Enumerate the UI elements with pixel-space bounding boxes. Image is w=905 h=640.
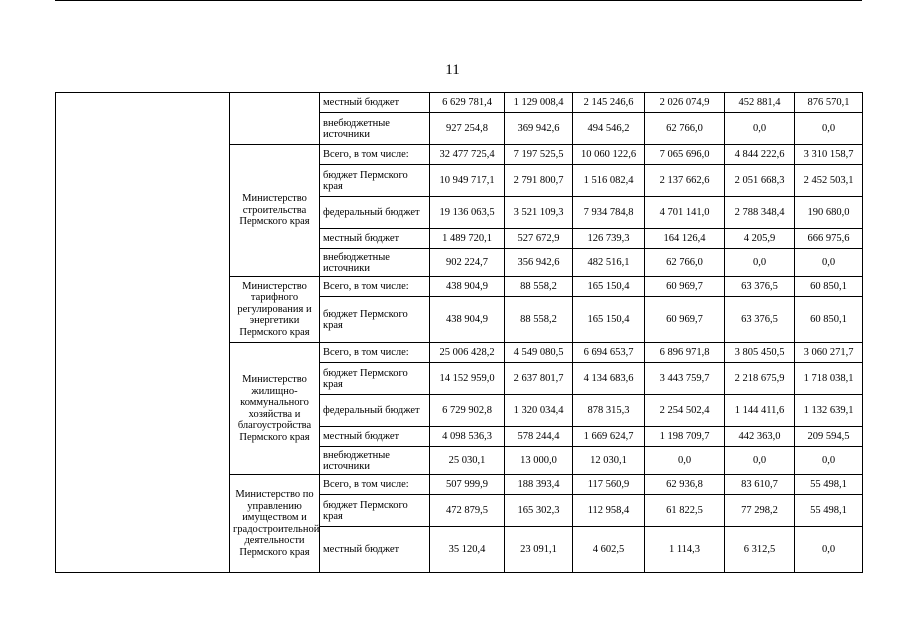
value-cell: 2 145 246,6: [573, 93, 645, 113]
funding-source-cell: местный бюджет: [320, 527, 430, 573]
value-cell: 4 602,5: [573, 527, 645, 573]
value-cell: 190 680,0: [795, 197, 863, 229]
value-cell: 14 152 959,0: [430, 363, 505, 395]
organization-cell: Министерство по управлению имуществом и градостроительной деятельности Пермского края: [230, 475, 320, 573]
value-cell: 1 114,3: [645, 527, 725, 573]
value-cell: 112 958,4: [573, 495, 645, 527]
value-cell: 77 298,2: [725, 495, 795, 527]
value-cell: 165 150,4: [573, 277, 645, 297]
value-cell: 60 969,7: [645, 297, 725, 343]
funding-source-cell: местный бюджет: [320, 93, 430, 113]
value-cell: 12 030,1: [573, 447, 645, 475]
value-cell: 7 934 784,8: [573, 197, 645, 229]
value-cell: 2 637 801,7: [505, 363, 573, 395]
value-cell: 7 197 525,5: [505, 145, 573, 165]
value-cell: 164 126,4: [645, 229, 725, 249]
value-cell: 494 546,2: [573, 113, 645, 145]
value-cell: 63 376,5: [725, 297, 795, 343]
funding-source-cell: Всего, в том числе:: [320, 145, 430, 165]
value-cell: 7 065 696,0: [645, 145, 725, 165]
value-cell: 209 594,5: [795, 427, 863, 447]
value-cell: 55 498,1: [795, 495, 863, 527]
value-cell: 23 091,1: [505, 527, 573, 573]
value-cell: 3 310 158,7: [795, 145, 863, 165]
value-cell: 32 477 725,4: [430, 145, 505, 165]
value-cell: 1 320 034,4: [505, 395, 573, 427]
value-cell: 62 766,0: [645, 249, 725, 277]
value-cell: 4 549 080,5: [505, 343, 573, 363]
organization-cell: Министерство тарифного регулирования и энергетики Пермского края: [230, 277, 320, 343]
value-cell: 62 766,0: [645, 113, 725, 145]
funding-source-cell: Всего, в том числе:: [320, 343, 430, 363]
funding-source-cell: внебюджетные источники: [320, 113, 430, 145]
value-cell: 878 315,3: [573, 395, 645, 427]
value-cell: 3 060 271,7: [795, 343, 863, 363]
value-cell: 2 137 662,6: [645, 165, 725, 197]
value-cell: 438 904,9: [430, 297, 505, 343]
value-cell: 6 312,5: [725, 527, 795, 573]
organization-cell: Министерство строительства Пермского края: [230, 145, 320, 277]
value-cell: 507 999,9: [430, 475, 505, 495]
value-cell: 4 205,9: [725, 229, 795, 249]
value-cell: 2 791 800,7: [505, 165, 573, 197]
value-cell: 1 144 411,6: [725, 395, 795, 427]
value-cell: 19 136 063,5: [430, 197, 505, 229]
value-cell: 0,0: [645, 447, 725, 475]
value-cell: 0,0: [725, 447, 795, 475]
funding-source-cell: бюджет Пермского края: [320, 297, 430, 343]
value-cell: 452 881,4: [725, 93, 795, 113]
value-cell: 527 672,9: [505, 229, 573, 249]
page-number: 11: [445, 62, 460, 78]
value-cell: 666 975,6: [795, 229, 863, 249]
value-cell: 4 844 222,6: [725, 145, 795, 165]
value-cell: 1 129 008,4: [505, 93, 573, 113]
funding-source-cell: федеральный бюджет: [320, 395, 430, 427]
organization-cell: Министерство жилищно-коммунального хозяйства и благоустройства Пермского края: [230, 343, 320, 475]
value-cell: 0,0: [795, 249, 863, 277]
value-cell: 4 134 683,6: [573, 363, 645, 395]
value-cell: 876 570,1: [795, 93, 863, 113]
value-cell: 6 694 653,7: [573, 343, 645, 363]
value-cell: 2 218 675,9: [725, 363, 795, 395]
funding-source-cell: местный бюджет: [320, 427, 430, 447]
value-cell: 472 879,5: [430, 495, 505, 527]
value-cell: 2 788 348,4: [725, 197, 795, 229]
value-cell: 60 969,7: [645, 277, 725, 297]
value-cell: 1 516 082,4: [573, 165, 645, 197]
value-cell: 6 896 971,8: [645, 343, 725, 363]
value-cell: 438 904,9: [430, 277, 505, 297]
budget-table: [55, 92, 863, 573]
value-cell: 2 452 503,1: [795, 165, 863, 197]
value-cell: 0,0: [795, 447, 863, 475]
value-cell: 25 030,1: [430, 447, 505, 475]
value-cell: 1 718 038,1: [795, 363, 863, 395]
value-cell: 25 006 428,2: [430, 343, 505, 363]
value-cell: 10 949 717,1: [430, 165, 505, 197]
value-cell: 188 393,4: [505, 475, 573, 495]
value-cell: 1 198 709,7: [645, 427, 725, 447]
top-rule: [55, 0, 862, 1]
value-cell: 0,0: [795, 113, 863, 145]
value-cell: 6 729 902,8: [430, 395, 505, 427]
value-cell: 3 443 759,7: [645, 363, 725, 395]
value-cell: 902 224,7: [430, 249, 505, 277]
funding-source-cell: Всего, в том числе:: [320, 475, 430, 495]
value-cell: 88 558,2: [505, 297, 573, 343]
funding-source-cell: бюджет Пермского края: [320, 495, 430, 527]
value-cell: 0,0: [795, 527, 863, 573]
value-cell: 3 805 450,5: [725, 343, 795, 363]
value-cell: 165 302,3: [505, 495, 573, 527]
value-cell: 4 701 141,0: [645, 197, 725, 229]
organization-cell-continued: [230, 93, 320, 145]
value-cell: 62 936,8: [645, 475, 725, 495]
value-cell: 1 669 624,7: [573, 427, 645, 447]
funding-source-cell: внебюджетные источники: [320, 249, 430, 277]
value-cell: 1 489 720,1: [430, 229, 505, 249]
value-cell: 442 363,0: [725, 427, 795, 447]
funding-source-cell: внебюджетные источники: [320, 447, 430, 475]
value-cell: 35 120,4: [430, 527, 505, 573]
value-cell: 0,0: [725, 249, 795, 277]
value-cell: 3 521 109,3: [505, 197, 573, 229]
value-cell: 2 254 502,4: [645, 395, 725, 427]
value-cell: 927 254,8: [430, 113, 505, 145]
funding-source-cell: бюджет Пермского края: [320, 363, 430, 395]
value-cell: 2 026 074,9: [645, 93, 725, 113]
value-cell: 4 098 536,3: [430, 427, 505, 447]
table-row: [56, 93, 863, 113]
funding-source-cell: Всего, в том числе:: [320, 277, 430, 297]
value-cell: 482 516,1: [573, 249, 645, 277]
value-cell: 2 051 668,3: [725, 165, 795, 197]
value-cell: 61 822,5: [645, 495, 725, 527]
value-cell: 369 942,6: [505, 113, 573, 145]
value-cell: 117 560,9: [573, 475, 645, 495]
value-cell: 0,0: [725, 113, 795, 145]
value-cell: 126 739,3: [573, 229, 645, 249]
value-cell: 60 850,1: [795, 297, 863, 343]
value-cell: 6 629 781,4: [430, 93, 505, 113]
value-cell: 10 060 122,6: [573, 145, 645, 165]
value-cell: 60 850,1: [795, 277, 863, 297]
value-cell: 165 150,4: [573, 297, 645, 343]
funding-source-cell: федеральный бюджет: [320, 197, 430, 229]
value-cell: 578 244,4: [505, 427, 573, 447]
value-cell: 1 132 639,1: [795, 395, 863, 427]
funding-source-cell: местный бюджет: [320, 229, 430, 249]
blank-column-cell: [56, 93, 230, 573]
value-cell: 13 000,0: [505, 447, 573, 475]
value-cell: 63 376,5: [725, 277, 795, 297]
funding-source-cell: бюджет Пермского края: [320, 165, 430, 197]
value-cell: 83 610,7: [725, 475, 795, 495]
value-cell: 356 942,6: [505, 249, 573, 277]
value-cell: 88 558,2: [505, 277, 573, 297]
value-cell: 55 498,1: [795, 475, 863, 495]
